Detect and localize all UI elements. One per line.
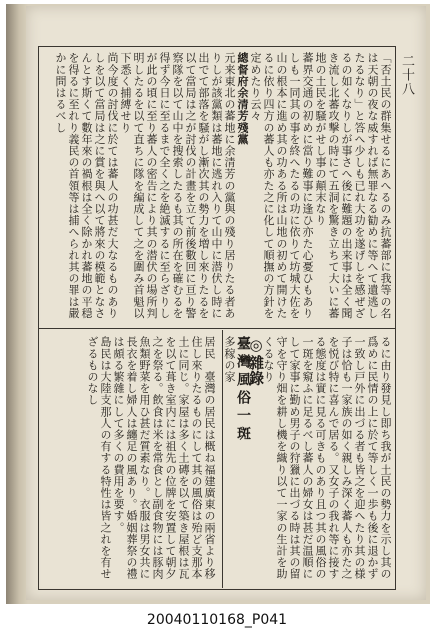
bottom-right-column: [223, 336, 392, 584]
bottom-right-text: るに由り發見し即ち我が土民の勢力を示し其の爲めに民情の上に於て等しく一歩も後に退かず一致し戸外に出づる者も皆之を迎へたり其の様子は恰も一家族の如く親しみ深く蕃人も亦た之を悦び特に喜んで居る。又女子の我れ等に接する態度は實に見る可きものあり且つ其の風俗の一斑を窺ふに足るべし蕃人の婦女は甚だ温順にして家事に勤め男子の狩獵に出づる時は其の留守を守り畑を耕し機を織り以て一家の生計を助くるなり: [262, 336, 392, 580]
page-gutter: [6, 4, 28, 604]
bottom-left-paragraph-2: 島民は大陸支那人の有する特性は皆之れを有せざるものなし: [86, 336, 112, 580]
top-sub-heading: 總督府余清芳殘黨: [236, 52, 249, 145]
section-divider: [38, 328, 396, 329]
bottom-left-column: [44, 336, 216, 584]
top-paragraph-4: 尚今度の討伐に於ては蕃人の功甚だ大なるものありしを以て當局は之に賞を與へ以て將來の模範となさんとす斯くて數年來の禍根は全く除かれ蕃地の平穏を得るに至れり義民の首領等は捕へられ其の罪は嚴かに問はるべし: [54, 52, 119, 319]
page-number: 二十八: [399, 54, 414, 96]
top-paragraph-3: 元来東北の蕃地に余清芳の黨與の殘り居りたる者ありしが該黨類は蕃地に逃れ入りて山中に潜伏し時に出でて部落を騒がし漸次其の勢力を増し來りたるを以て當局は之が討伐の計畫を立て前後數回に亘り警察隊を以て山中を搜索したるも其の所在を確むるを得ず今日に至るまで全く之を絶滅するに至らざりしが此の頃に至り蕃人の密告により其の潜伏の場所判明したるを以て直ちに隊を編成して之を圍み首魁以下悉く捕縛せり: [119, 52, 236, 319]
top-paragraph-1: 「否土民の群集せるにあへるのみ抗蕃部に我等の名は天朝の夜な威すれば無罪なる勧めに等へて遺逃したるなり」と答へ少しも已れ大功を遂げしを感ぜざるの如くなりしが事さへ後に難題の出来事は全く聞き流し北蕃攻撃の時にて五洞を驚き立ちて大いに蕃地の土民を騒がせし事の顛末なり: [314, 52, 392, 319]
top-paragraph-2: 蕃界交通の初めに當り難事に逢ひ亦た心憂ひもありしも一同其の事を終へたるの功に依りて坊城大佐を山の根本に進め其の功ある所は山地の初めて開けたるに依り四方の蕃人も亦た之に化して順撫の方針を定めたり云々: [249, 52, 314, 319]
bottom-left-text: 居民 臺灣の居民は概ね福建廣東の兩省より移住し來りたるものにして其の風俗は殆ど支那本土に同じ。家屋は多く土磚を以て築き屋根は瓦を以て葺き室内には祖先の位牌を安置して朝夕之を祭る。飲食は米を常食とし副食物には豚肉魚類野菜を用ひ甚だ質素なり。衣服は男女共に長衣を着し婦人は纏足の風あり。婚姻葬祭の禮は頗る繁雜にして多くの費用を要す。: [112, 336, 216, 580]
top-article: [44, 52, 392, 324]
section-heading-miscellany: ◎雜錄: [247, 336, 265, 386]
article-byline: 多稼の家: [223, 336, 236, 383]
book-spread: [6, 4, 430, 604]
article-title: 臺灣風俗一斑: [235, 336, 251, 444]
archive-caption: 20040110168_P041: [146, 612, 288, 628]
magazine-page: [26, 6, 426, 600]
